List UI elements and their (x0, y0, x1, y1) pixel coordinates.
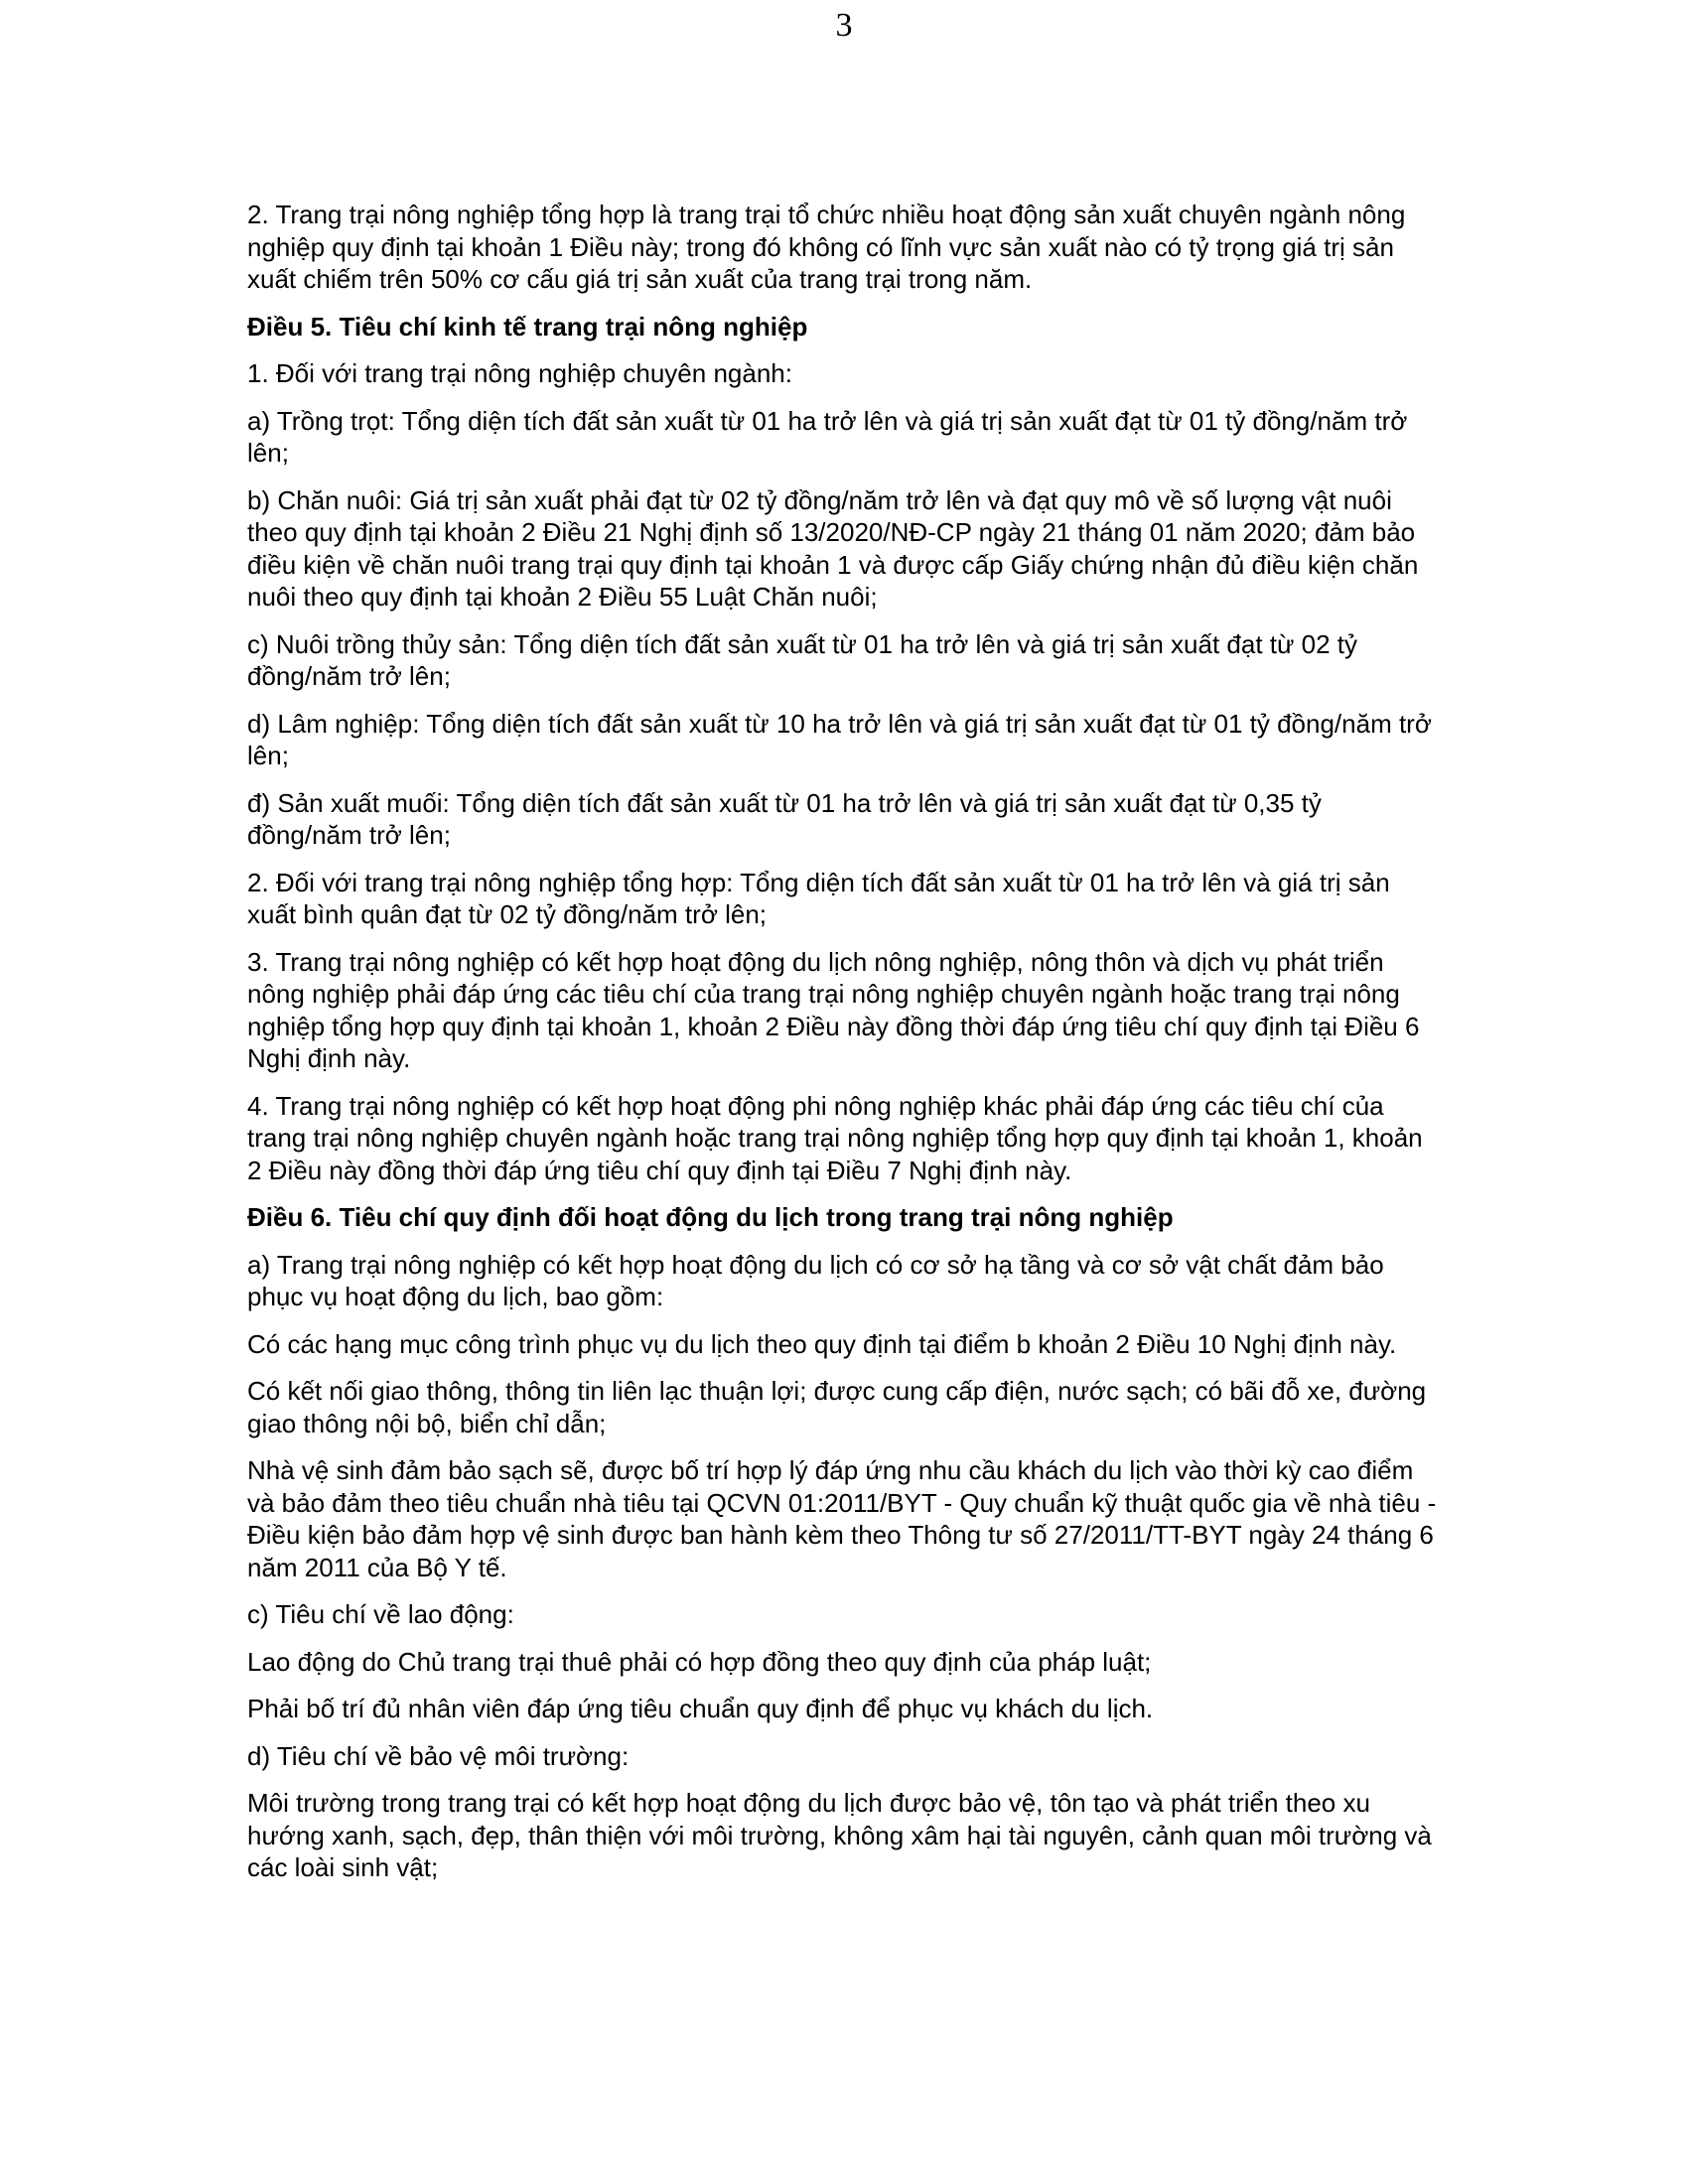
paragraph-article-5-item-b: b) Chăn nuôi: Giá trị sản xuất phải đạt từ 02 tỷ đồng/năm trở lên và đạt quy mô về số lượng vật nuôi theo quy định tại khoản 2 Điều 21 Nghị định số 13/2020/NĐ-CP ngày 21 tháng 01 năm 2020; đảm bảo điều kiện về chăn nuôi trang trại quy định tại khoản 1 và được cấp Giấy chứng nhận đủ điều kiện chăn nuôi theo quy định tại khoản 2 Điều 55 Luật Chăn nuôi; (247, 484, 1419, 612)
paragraph-article-5-clause-4: 4. Trang trại nông nghiệp có kết hợp hoạt động phi nông nghiệp khác phải đáp ứng các tiêu chí của trang trại nông nghiệp chuyên ngành hoặc trang trại nông nghiệp tổng hợp quy định tại khoản 1, khoản 2 Điều này đồng thời đáp ứng tiêu chí quy định tại Điều 7 Nghị định này. (247, 1090, 1423, 1185)
paragraph-article-5-clause-2: 2. Đối với trang trại nông nghiệp tổng hợp: Tổng diện tích đất sản xuất từ 01 ha trở lên và giá trị sản xuất bình quân đạt từ 02 tỷ đồng/năm trở lên; (247, 867, 1390, 929)
paragraph-clause-2-general-farm: 2. Trang trại nông nghiệp tổng hợp là trang trại tổ chức nhiều hoạt động sản xuất chuyên ngành nông nghiệp quy định tại khoản 1 Điều này; trong đó không có lĩnh vực sản xuất nào có tỷ trọng giá trị sản xuất chiếm trên 50% cơ cấu giá trị sản xuất của trang trại trong năm. (247, 200, 1406, 294)
paragraph-article-6-connectivity: Có kết nối giao thông, thông tin liên lạc thuận lợi; được cung cấp điện, nước sạch; có bãi đỗ xe, đường giao thông nội bộ, biển chỉ dẫn; (247, 1376, 1427, 1438)
paragraph-article-6-labor-contract: Lao động do Chủ trang trại thuê phải có hợp đồng theo quy định của pháp luật; (247, 1646, 1152, 1677)
paragraph-article-6-item-d: d) Tiêu chí về bảo vệ môi trường: (247, 1740, 630, 1771)
paragraph-article-6-environment: Môi trường trong trang trại có kết hợp hoạt động du lịch được bảo vệ, tôn tạo và phát triển theo xu hướng xanh, sạch, đẹp, thân thiện với môi trường, không xâm hại tài nguyên, cảnh quan môi trường và các loài sinh vật; (247, 1788, 1432, 1882)
paragraph-article-5-item-d: d) Lâm nghiệp: Tổng diện tích đất sản xuất từ 10 ha trở lên và giá trị sản xuất đạt từ 01 tỷ đồng/năm trở lên; (247, 708, 1432, 770)
page-number: 3 (835, 7, 853, 44)
paragraph-article-5-clause-3: 3. Trang trại nông nghiệp có kết hợp hoạt động du lịch nông nghiệp, nông thôn và dịch vụ phát triển nông nghiệp phải đáp ứng các tiêu chí của trang trại nông nghiệp chuyên ngành hoặc trang trại nông nghiệp tổng hợp quy định tại khoản 1, khoản 2 Điều này đồng thời đáp ứng tiêu chí quy định tại Điều 6 Nghị định này. (247, 946, 1420, 1073)
heading-article-5: Điều 5. Tiêu chí kinh tế trang trại nông nghiệp (247, 311, 808, 341)
paragraph-article-5-clause-1: 1. Đối với trang trại nông nghiệp chuyên ngành: (247, 358, 792, 388)
document-body (247, 199, 1439, 1899)
paragraph-article-6-infrastructure: Có các hạng mục công trình phục vụ du lịch theo quy định tại điểm b khoản 2 Điều 10 Nghị định này. (247, 1328, 1397, 1359)
paragraph-article-5-item-a: a) Trồng trọt: Tổng diện tích đất sản xuất từ 01 ha trở lên và giá trị sản xuất đạt từ 01 tỷ đồng/năm trở lên; (247, 405, 1408, 468)
paragraph-article-6-item-a: a) Trang trại nông nghiệp có kết hợp hoạt động du lịch có cơ sở hạ tầng và cơ sở vật chất đảm bảo phục vụ hoạt động du lịch, bao gồm: (247, 1249, 1384, 1311)
paragraph-article-6-item-c: c) Tiêu chí về lao động: (247, 1599, 514, 1629)
paragraph-article-5-item-dd: đ) Sản xuất muối: Tổng diện tích đất sản xuất từ 01 ha trở lên và giá trị sản xuất đạt từ 0,35 tỷ đồng/năm trở lên; (247, 787, 1322, 850)
paragraph-article-6-sanitation: Nhà vệ sinh đảm bảo sạch sẽ, được bố trí hợp lý đáp ứng nhu cầu khách du lịch vào thời kỳ cao điểm và bảo đảm theo tiêu chuẩn nhà tiêu tại QCVN 01:2011/BYT - Quy chuẩn kỹ thuật quốc gia về nhà tiêu - Điều kiện bảo đảm hợp vệ sinh được ban hành kèm theo Thông tư số 27/2011/TT-BYT ngày 24 tháng 6 năm 2011 của Bộ Y tế. (247, 1455, 1437, 1582)
paragraph-article-5-item-c: c) Nuôi trồng thủy sản: Tổng diện tích đất sản xuất từ 01 ha trở lên và giá trị sản xuất đạt từ 02 tỷ đồng/năm trở lên; (247, 628, 1357, 691)
heading-article-6: Điều 6. Tiêu chí quy định đối hoạt động du lịch trong trang trại nông nghiệp (247, 1202, 1174, 1232)
paragraph-article-6-staff: Phải bố trí đủ nhân viên đáp ứng tiêu chuẩn quy định để phục vụ khách du lịch. (247, 1694, 1154, 1723)
